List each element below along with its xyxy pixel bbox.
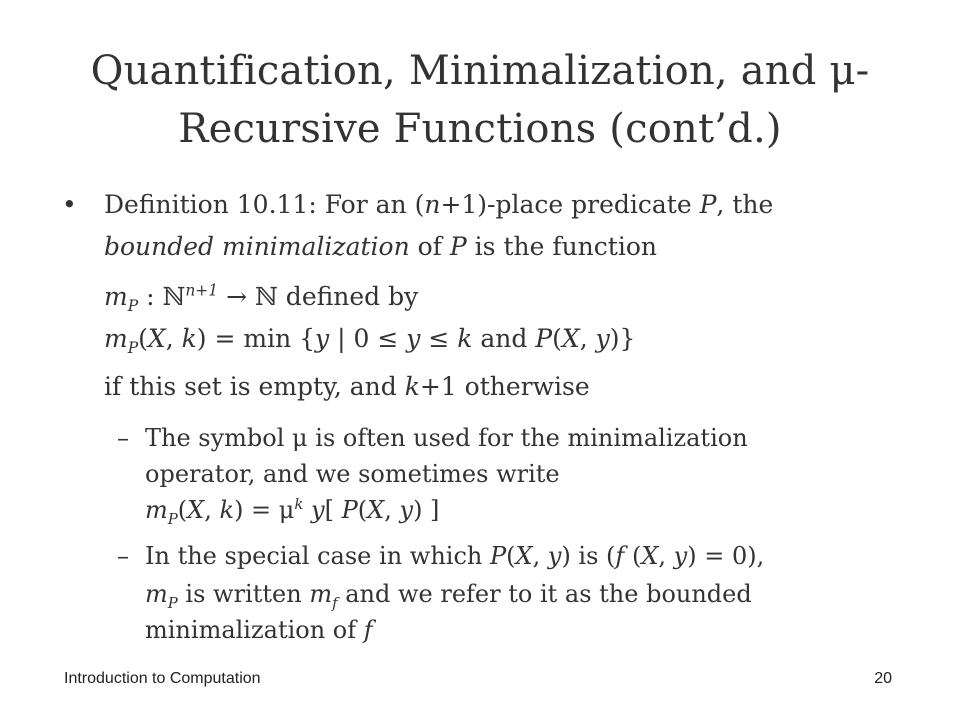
subpoint-2-line-3: minimalization of f (145, 616, 373, 644)
subpoint-1-line-2: operator, and we sometimes write (145, 460, 560, 488)
function-signature: $m_P$ : ℕ$^{n+1}$ → ℕ defined by (104, 281, 419, 315)
dash-icon: – (117, 542, 129, 570)
subpoint-1-line-1: The symbol μ is often used for the minimalization (145, 424, 748, 452)
footer-course-title: Introduction to Computation (64, 670, 261, 687)
subpoint-2-line-1: In the special case in which P(X, y) is (f (X, y) = 0), (145, 542, 765, 570)
otherwise-clause: if this set is empty, and k+1 otherwise (104, 372, 590, 401)
subpoint-2-line-2: $m_P$ is written $m_f$ and we refer to it as the bounded (145, 580, 752, 612)
minimalization-formula: $m_P(X$, k) = min {y | 0 ≤ y ≤ k and P(X, y)} (104, 324, 636, 357)
title-line-1: Quantification, Minimalization, and μ- (90, 48, 870, 94)
title-line-2: Recursive Functions (cont’d.) (178, 106, 782, 152)
subpoint-1-formula: $m_P(X$, $k) = \mu^k$ y[ P(X, y) ] (145, 495, 440, 528)
definition-line-1: Definition 10.11: For an (n+1)-place predicate P, the (104, 190, 774, 219)
bullet-icon: • (62, 190, 77, 219)
page-number: 20 (874, 670, 892, 687)
dash-icon: – (117, 424, 129, 452)
slide-title (0, 42, 960, 158)
definition-line-2: bounded minimalization of P is the function (104, 232, 657, 261)
